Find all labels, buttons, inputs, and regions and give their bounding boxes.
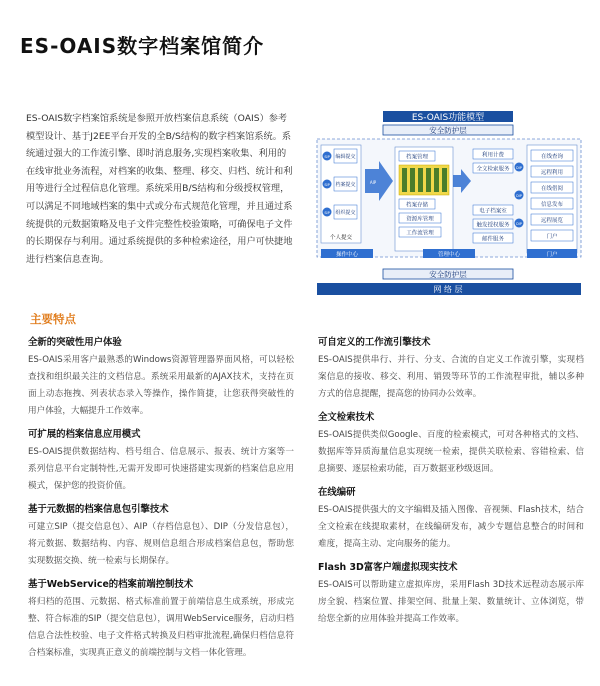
right-box-3: 在线借阅 xyxy=(540,186,564,192)
left-box-3: 组织提交 xyxy=(335,210,356,216)
bottom-label-1: 操作中心 xyxy=(335,252,359,258)
diagram-title: ES-OAIS功能模型 xyxy=(411,113,485,123)
feature-title: Flash 3D富客户端虚拟现实技术 xyxy=(318,562,458,573)
feature-body: ES-OAIS提供强大的文字编辑及插入图像、音视频、Flash技术，结合全文检索在线提取素材，在线编研发布，减少专题信息整合的时间和难度，提高主动、定向服务的能力。 xyxy=(318,505,584,549)
mid-right-low-2: 触发授权服务 xyxy=(476,222,510,229)
feature-item xyxy=(318,411,584,478)
feature-title: 可扩展的档案信息应用模式 xyxy=(28,429,141,440)
feature-body: ES-OAIS可以帮助建立虚拟库房，采用Flash 3D技术远程动态展示库房全貌、档案位置、排架空间、批量上架、数量统计、立体浏览，带给您全新的应用体验并提高工作效率。 xyxy=(318,580,584,624)
mid-right-1: 利用计费 xyxy=(481,152,505,159)
function-model-diagram xyxy=(313,109,585,299)
feature-title: 基于WebService的档案前端控制技术 xyxy=(28,579,194,590)
feature-item xyxy=(28,336,294,420)
svg-text:SIP: SIP xyxy=(324,155,330,159)
right-box-4: 信息发布 xyxy=(540,202,564,208)
svg-text:DIP: DIP xyxy=(516,194,522,198)
bottom-security-label: 安全防护层 xyxy=(429,270,467,279)
svg-text:AIP: AIP xyxy=(369,180,377,185)
feature-title: 全文检索技术 xyxy=(318,412,375,423)
personal-submit: 个人提交 xyxy=(329,235,353,241)
svg-text:SIP: SIP xyxy=(324,211,330,215)
svg-text:DIP: DIP xyxy=(516,166,522,170)
feature-body: ES-OAIS采用客户最熟悉的Windows资源管理器界面风格，可以轻松查找和组织最关注的文档信息。系统采用最新的AJAX技术，支持在页面上动态拖拽、列表状态录入等操作，操作简捷，让您获得突破性的用户体验，大幅提升工作效率。 xyxy=(28,355,294,416)
mid-right-low-3: 邮件服务 xyxy=(481,236,505,243)
mid-right-low-1: 电子档案室 xyxy=(479,208,507,215)
left-box-2: 档案提交 xyxy=(335,182,356,188)
right-box-5: 远程展览 xyxy=(540,218,564,224)
svg-text:DIP: DIP xyxy=(516,222,522,226)
center-top-1: 档案管理 xyxy=(405,154,429,161)
feature-title: 在线编研 xyxy=(318,487,356,498)
feature-item xyxy=(318,486,584,553)
top-security-label: 安全防护层 xyxy=(429,126,467,135)
intro-paragraph: ES-OAIS数字档案馆系统是参照开放档案信息系统（OAIS）参考模型设计、基于J2EE平台开发的全B/S结构的数字档案馆系统。系统通过强大的工作流引擎、即时消息服务,实现档案收集、利用的在线审批业务流程，对档案的收集、整理、移交、归档、统计和利用等进行全过程信息化管理。系统采用B/S结构和分级授权管理，可以满足不同地域档案的集中式或分布式规范化管理，并且通过系统提供的元数据策略及电子文件完整性校验策略，可确保电子文件的长期保存与利用。通过系统提供的多种检索途径，用户可快捷地进行档案信息查询。 xyxy=(26,113,293,265)
center-bottom-2: 资源库管理 xyxy=(406,216,434,223)
left-box-1: 编辑提交 xyxy=(335,154,356,160)
features-right-column xyxy=(318,336,584,636)
right-box-6: 门户 xyxy=(546,234,558,240)
svg-text:SIP: SIP xyxy=(324,183,330,187)
page-title: ES-OAIS数字档案馆简介 xyxy=(20,34,265,58)
center-bottom-3: 工作流管理 xyxy=(406,230,434,237)
feature-title: 基于元数据的档案信息包引擎技术 xyxy=(28,504,169,515)
feature-item xyxy=(28,428,294,495)
feature-title: 全新的突破性用户体验 xyxy=(28,337,122,348)
center-bottom-1: 档案存储 xyxy=(405,202,429,209)
mid-right-2: 全文检索服务 xyxy=(476,166,510,173)
section-title: 主要特点 xyxy=(30,312,76,326)
features-left-column xyxy=(28,336,294,670)
bottom-label-3: 门户 xyxy=(546,252,558,258)
feature-body: ES-OAIS提供类似Google、百度的检索模式，可对各种格式的文档、数据库等异质海量信息实现统一检索，提供关联检索、容错检索、信息摘要、逐层检索功能，百万数据亚秒级返回。 xyxy=(318,430,584,474)
feature-item xyxy=(318,336,584,403)
feature-item xyxy=(318,561,584,628)
right-box-2: 远程利用 xyxy=(540,170,564,176)
feature-item xyxy=(28,503,294,570)
bottom-label-2: 管理中心 xyxy=(437,252,461,258)
feature-item xyxy=(28,578,294,662)
feature-body: 可建立SIP（提交信息包）、AIP（存档信息包）、DIP（分发信息包），将元数据、数据结构、内容、规则信息组合形成档案信息包，帮助您实现数据交换、统一检索与长期保存。 xyxy=(28,522,294,566)
right-box-1: 在线查询 xyxy=(540,154,564,160)
network-label: 网 络 层 xyxy=(433,285,463,294)
feature-body: ES-OAIS提供串行、并行、分支、合流的自定义工作流引擎，实现档案信息的接收、移交、利用、销毁等环节的工作流程审批，辅以多种方式的信息提醒，提高您的协同办公效率。 xyxy=(318,355,584,399)
feature-title: 可自定义的工作流引擎技术 xyxy=(318,337,431,348)
feature-body: ES-OAIS提供数据结构、档号组合、信息展示、报表、统计方案等一系列信息平台定制特性,无需开发即可快速搭建实现新的档案信息应用模式，保护您的投资价值。 xyxy=(28,447,294,491)
feature-body: 将归档的范围、元数据、格式标准前置于前端信息生成系统，形成完整、符合标准的SIP（提交信息包），调用WebService服务，启动归档信息合法性校验、电子文件格式转换及归档审批流程,确保归档信息符合档案标准，实现真正意义的前端控制与文档一体化管理。 xyxy=(28,597,294,658)
